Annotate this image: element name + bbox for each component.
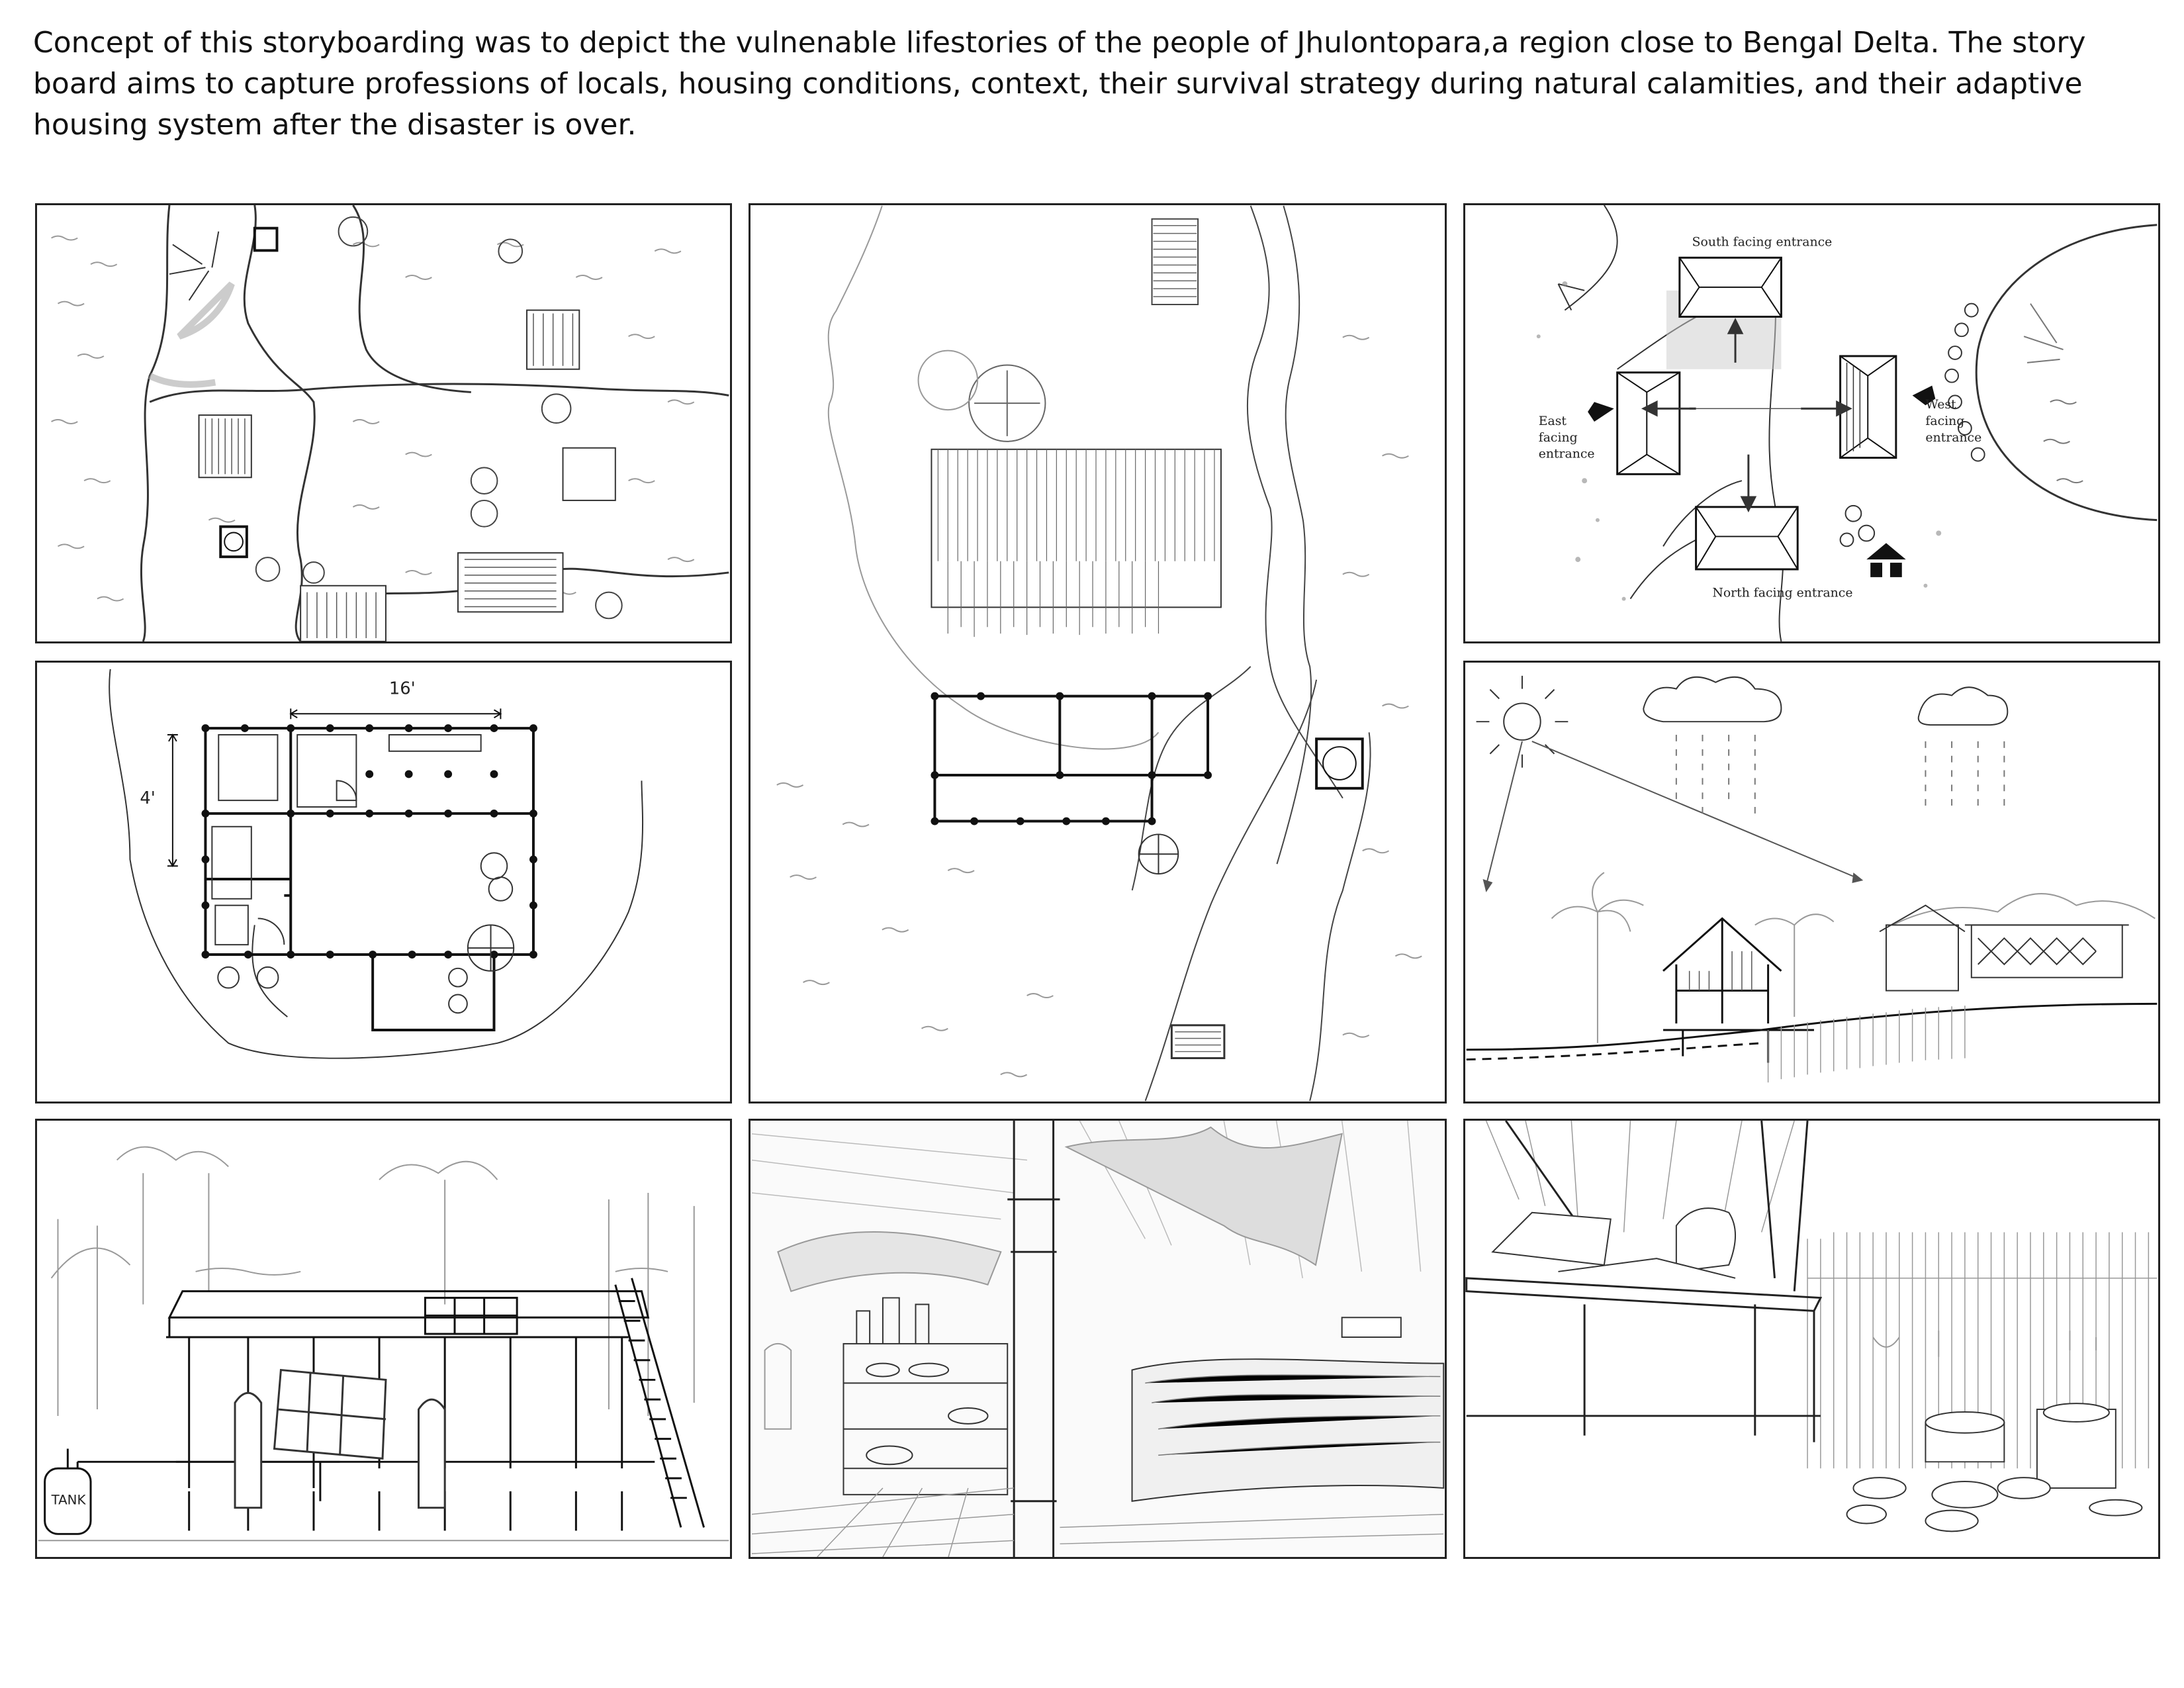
interior-view-sketch <box>751 1121 1445 1557</box>
kitchen-view-sketch <box>1465 1121 2158 1557</box>
house-icon <box>1866 543 1905 577</box>
storyboard-panel-kitchen-view <box>1463 1119 2160 1559</box>
storyboard-panel-interior-view <box>749 1119 1447 1559</box>
sun-icon <box>1477 676 1569 768</box>
homestead-plan-sketch <box>751 205 1445 1102</box>
storyboard-panel-site-plan <box>35 203 732 643</box>
entrance-orientation-sketch <box>1465 205 2158 641</box>
east-entrance-label-line3: entrance <box>1538 447 1595 461</box>
storyboard-panel-floor-plan <box>35 661 732 1103</box>
site-plan-sketch <box>37 205 730 641</box>
storyboard-panel-house-elevation <box>35 1119 732 1559</box>
west-entrance-label-line3: entrance <box>1925 430 1982 445</box>
east-entrance-label-line2: facing <box>1538 430 1578 445</box>
tank-label: TANK <box>51 1492 86 1508</box>
house-elevation-sketch <box>37 1121 730 1557</box>
intro-paragraph: Concept of this storyboarding was to depict the vulnenable lifestories of the people of Jhulontopara,a region close to Bengal Delta. The story board aims to capture professions of locals, housing conditions, context, their survival strategy during natural calamities, and their adaptive housing system after the disaster is over. <box>33 26 2086 142</box>
south-entrance-label: South facing entrance <box>1692 235 1833 250</box>
climate-section-sketch <box>1465 663 2158 1102</box>
west-entrance-label-line1: West <box>1925 398 1956 412</box>
plan-width-dimension: 16' <box>388 679 416 699</box>
storyboard-panel-homestead-plan <box>749 203 1447 1103</box>
plan-height-dimension: 4' <box>140 788 156 809</box>
floor-plan-sketch <box>37 663 730 1102</box>
rain-cloud-icon <box>1643 677 2007 725</box>
storyboard-panel-entrance-orientation <box>1463 203 2160 643</box>
east-entrance-label-line1: East <box>1538 414 1567 428</box>
west-entrance-label-line2: facing <box>1925 414 1965 428</box>
storyboard-panel-climate-section <box>1463 661 2160 1103</box>
north-entrance-label: North facing entrance <box>1712 586 1853 600</box>
